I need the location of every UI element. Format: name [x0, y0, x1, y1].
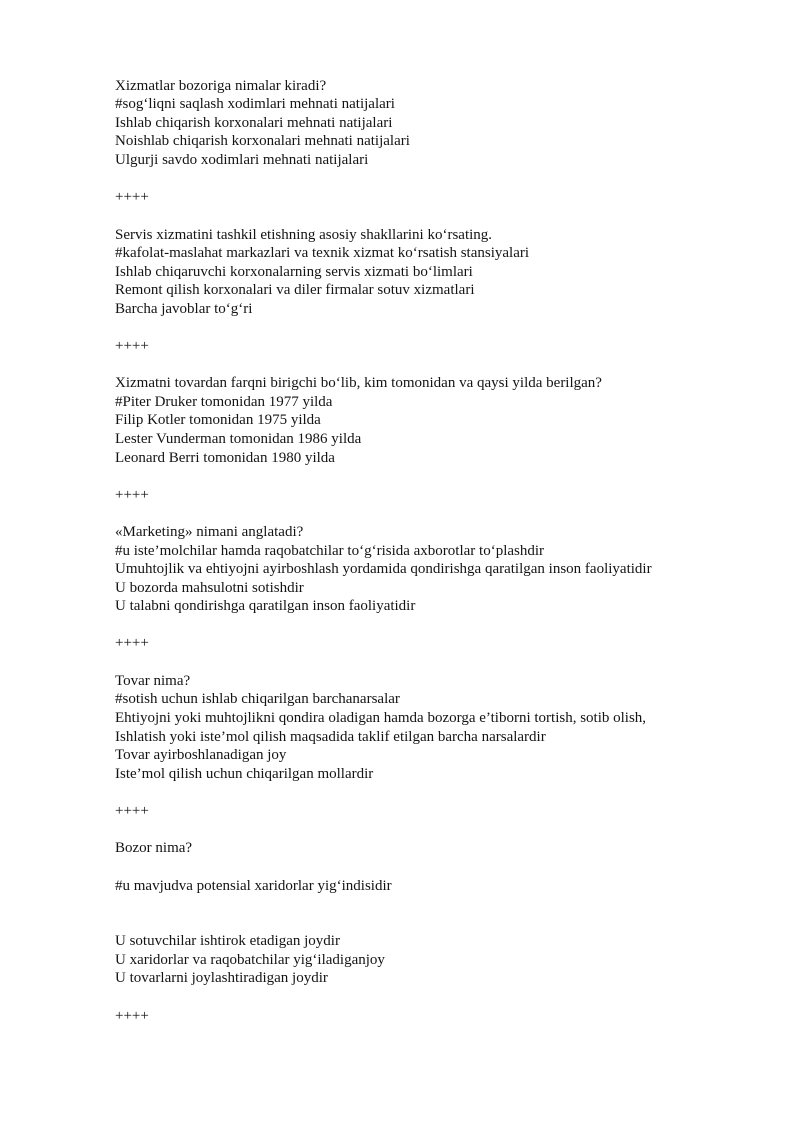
question-6: Bozor nima? [115, 840, 193, 856]
separator-1: ++++ [115, 189, 149, 205]
separator-6: ++++ [115, 1008, 149, 1024]
option-6-d: U tovarlarni joylashtiradigan joydir [115, 970, 328, 986]
option-2-c: Remont qilish korxonalari va diler firmalar sotuv xizmatlari [115, 282, 475, 298]
option-5-c: Ishlatish yoki iste’mol qilish maqsadida taklif etilgan barcha narsalardir [115, 729, 546, 745]
option-5-e: Iste’mol qilish uchun chiqarilgan mollardir [115, 766, 374, 782]
option-6-b: U sotuvchilar ishtirok etadigan joydir [115, 933, 340, 949]
option-2-a: #kafolat-maslahat markazlari va texnik xizmat ko‘rsatish stansiyalari [115, 245, 530, 261]
option-3-c: Lester Vunderman tomonidan 1986 yilda [115, 431, 362, 447]
option-1-b: Ishlab chiqarish korxonalari mehnati natijalari [115, 115, 393, 131]
question-5: Tovar nima? [115, 673, 191, 689]
option-2-b: Ishlab chiqaruvchi korxonalarning servis xizmati bo‘limlari [115, 264, 473, 280]
option-4-c: U bozorda mahsulotni sotishdir [115, 580, 304, 596]
option-4-d: U talabni qondirishga qaratilgan inson faoliyatidir [115, 598, 416, 614]
option-1-c: Noishlab chiqarish korxonalari mehnati natijalari [115, 133, 410, 149]
option-5-b: Ehtiyojni yoki muhtojlikni qondira oladigan hamda bozorga e’tiborni tortish, sotib olish, [115, 710, 647, 726]
option-5-a: #sotish uchun ishlab chiqarilgan barchanarsalar [115, 691, 400, 707]
separator-3: ++++ [115, 487, 149, 503]
option-3-d: Leonard Berri tomonidan 1980 yilda [115, 450, 335, 466]
option-6-c: U xaridorlar va raqobatchilar yig‘iladiganjoy [115, 952, 385, 968]
question-2: Servis xizmatini tashkil etishning asosiy shakllarini ko‘rsating. [115, 227, 493, 243]
option-3-b: Filip Kotler tomonidan 1975 yilda [115, 412, 321, 428]
option-4-a: #u iste’molchilar hamda raqobatchilar to‘g‘risida axborotlar to‘plashdir [115, 543, 545, 559]
separator-5: ++++ [115, 803, 149, 819]
separator-2: ++++ [115, 338, 149, 354]
option-1-a: #sog‘liqni saqlash xodimlari mehnati natijalari [115, 96, 395, 112]
option-1-d: Ulgurji savdo xodimlari mehnati natijalari [115, 152, 369, 168]
option-3-a: #Piter Druker tomonidan 1977 yilda [115, 394, 333, 410]
question-3: Xizmatni tovardan farqni birigchi bo‘lib, kim tomonidan va qaysi yilda berilgan? [115, 375, 602, 391]
option-4-b: Umuhtojlik va ehtiyojni ayirboshlash yordamida qondirishga qaratilgan inson faoliyatidir [115, 561, 652, 577]
option-5-d: Tovar ayirboshlanadigan joy [115, 747, 287, 763]
option-6-a: #u mavjudva potensial xaridorlar yig‘indisidir [115, 878, 392, 894]
separator-4: ++++ [115, 635, 149, 651]
option-2-d: Barcha javoblar to‘g‘ri [115, 301, 253, 317]
question-4: «Marketing» nimani anglatadi? [115, 524, 304, 540]
question-1: Xizmatlar bozoriga nimalar kiradi? [115, 78, 327, 94]
